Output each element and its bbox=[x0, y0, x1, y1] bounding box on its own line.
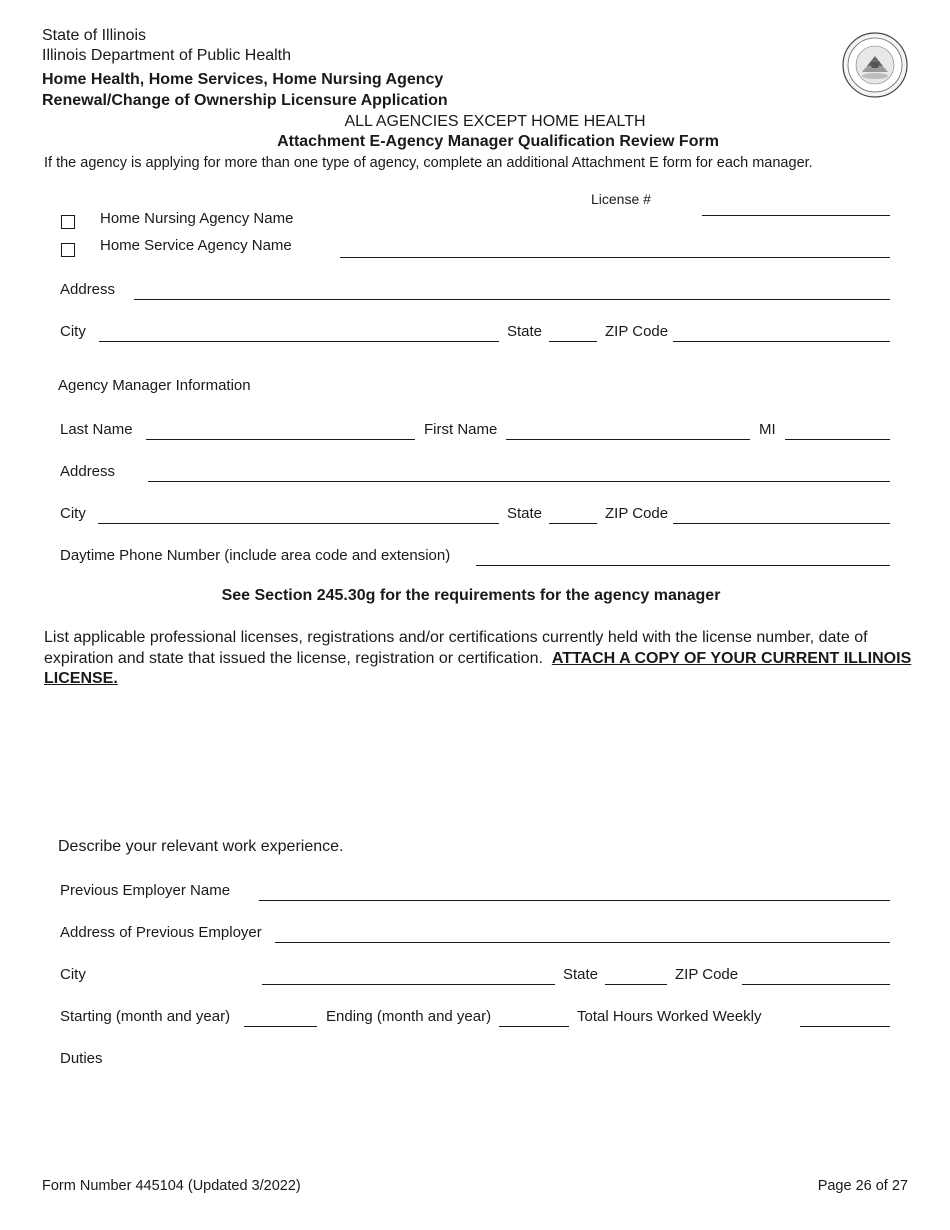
employer-state-label: State bbox=[563, 966, 599, 983]
licenses-instruction bbox=[44, 628, 914, 690]
form-number: Form Number 445104 (Updated 3/2022) bbox=[42, 1178, 301, 1194]
home-service-label: Home Service Agency Name bbox=[100, 237, 292, 254]
end-date-field[interactable] bbox=[499, 1026, 569, 1027]
scope-heading: ALL AGENCIES EXCEPT HOME HEALTH bbox=[344, 113, 646, 130]
agency-name-field[interactable] bbox=[340, 257, 890, 258]
form-title: Attachment E-Agency Manager Qualification Review Form bbox=[277, 133, 719, 150]
home-nursing-label: Home Nursing Agency Name bbox=[100, 210, 294, 227]
phone-field[interactable] bbox=[476, 565, 890, 566]
start-date-label: Starting (month and year) bbox=[60, 1008, 231, 1025]
manager-address-field[interactable] bbox=[148, 481, 890, 482]
employer-city-field[interactable] bbox=[262, 984, 555, 985]
employer-name-field[interactable] bbox=[259, 900, 890, 901]
requirements-note: See Section 245.30g for the requirements for the agency manager bbox=[221, 587, 721, 604]
agency-address-label: Address bbox=[60, 281, 116, 298]
employer-address-field[interactable] bbox=[275, 942, 890, 943]
employer-city-label: City bbox=[60, 966, 86, 983]
weekly-hours-label: Total Hours Worked Weekly bbox=[577, 1008, 762, 1025]
application-title-line1: Home Health, Home Services, Home Nursing Agency bbox=[42, 71, 444, 88]
middle-initial-field[interactable] bbox=[785, 439, 890, 440]
attach-license-notice: ATTACH A COPY OF YOUR CURRENT ILLINOIS LICENSE. bbox=[44, 649, 912, 687]
experience-heading: Describe your relevant work experience. bbox=[58, 838, 344, 855]
state-name: State of Illinois bbox=[42, 27, 147, 44]
agency-state-field[interactable] bbox=[549, 341, 597, 342]
employer-address-label: Address of Previous Employer bbox=[60, 924, 262, 941]
manager-address-label: Address bbox=[60, 463, 116, 480]
manager-city-label: City bbox=[60, 505, 86, 522]
agency-city-label: City bbox=[60, 323, 86, 340]
last-name-label: Last Name bbox=[60, 421, 133, 438]
employer-state-field[interactable] bbox=[605, 984, 667, 985]
first-name-label: First Name bbox=[424, 421, 498, 438]
instruction-text: If the agency is applying for more than one type of agency, complete an additional Attachment E form for each manager. bbox=[44, 155, 813, 171]
manager-state-label: State bbox=[507, 505, 543, 522]
licenses-instruction-text: List applicable professional licenses, registrations and/or certifications currently held with the license number, date of expiration and state that issued the license, registration or certification. bbox=[44, 629, 868, 667]
duties-label: Duties bbox=[60, 1050, 103, 1067]
manager-city-field[interactable] bbox=[98, 523, 499, 524]
state-seal-icon bbox=[842, 32, 908, 98]
middle-initial-label: MI bbox=[759, 421, 776, 438]
page-number: Page 26 of 27 bbox=[817, 1178, 908, 1194]
application-title-line2: Renewal/Change of Ownership Licensure Application bbox=[42, 92, 448, 109]
last-name-field[interactable] bbox=[146, 439, 415, 440]
start-date-field[interactable] bbox=[244, 1026, 317, 1027]
agency-zip-label: ZIP Code bbox=[605, 323, 669, 340]
employer-zip-label: ZIP Code bbox=[675, 966, 739, 983]
first-name-field[interactable] bbox=[506, 439, 750, 440]
agency-zip-field[interactable] bbox=[673, 341, 890, 342]
employer-zip-field[interactable] bbox=[742, 984, 890, 985]
license-number-field[interactable] bbox=[702, 215, 890, 216]
agency-city-field[interactable] bbox=[99, 341, 499, 342]
weekly-hours-field[interactable] bbox=[800, 1026, 890, 1027]
end-date-label: Ending (month and year) bbox=[326, 1008, 492, 1025]
agency-address-field[interactable] bbox=[134, 299, 890, 300]
manager-state-field[interactable] bbox=[549, 523, 597, 524]
phone-label: Daytime Phone Number (include area code and extension) bbox=[60, 547, 451, 564]
employer-name-label: Previous Employer Name bbox=[60, 882, 231, 899]
manager-zip-label: ZIP Code bbox=[605, 505, 669, 522]
home-nursing-checkbox[interactable] bbox=[61, 215, 75, 229]
agency-state-label: State bbox=[507, 323, 543, 340]
license-number-label: License # bbox=[591, 191, 651, 207]
manager-zip-field[interactable] bbox=[673, 523, 890, 524]
department-name: Illinois Department of Public Health bbox=[42, 47, 292, 64]
manager-section-heading: Agency Manager Information bbox=[58, 377, 251, 394]
home-service-checkbox[interactable] bbox=[61, 243, 75, 257]
